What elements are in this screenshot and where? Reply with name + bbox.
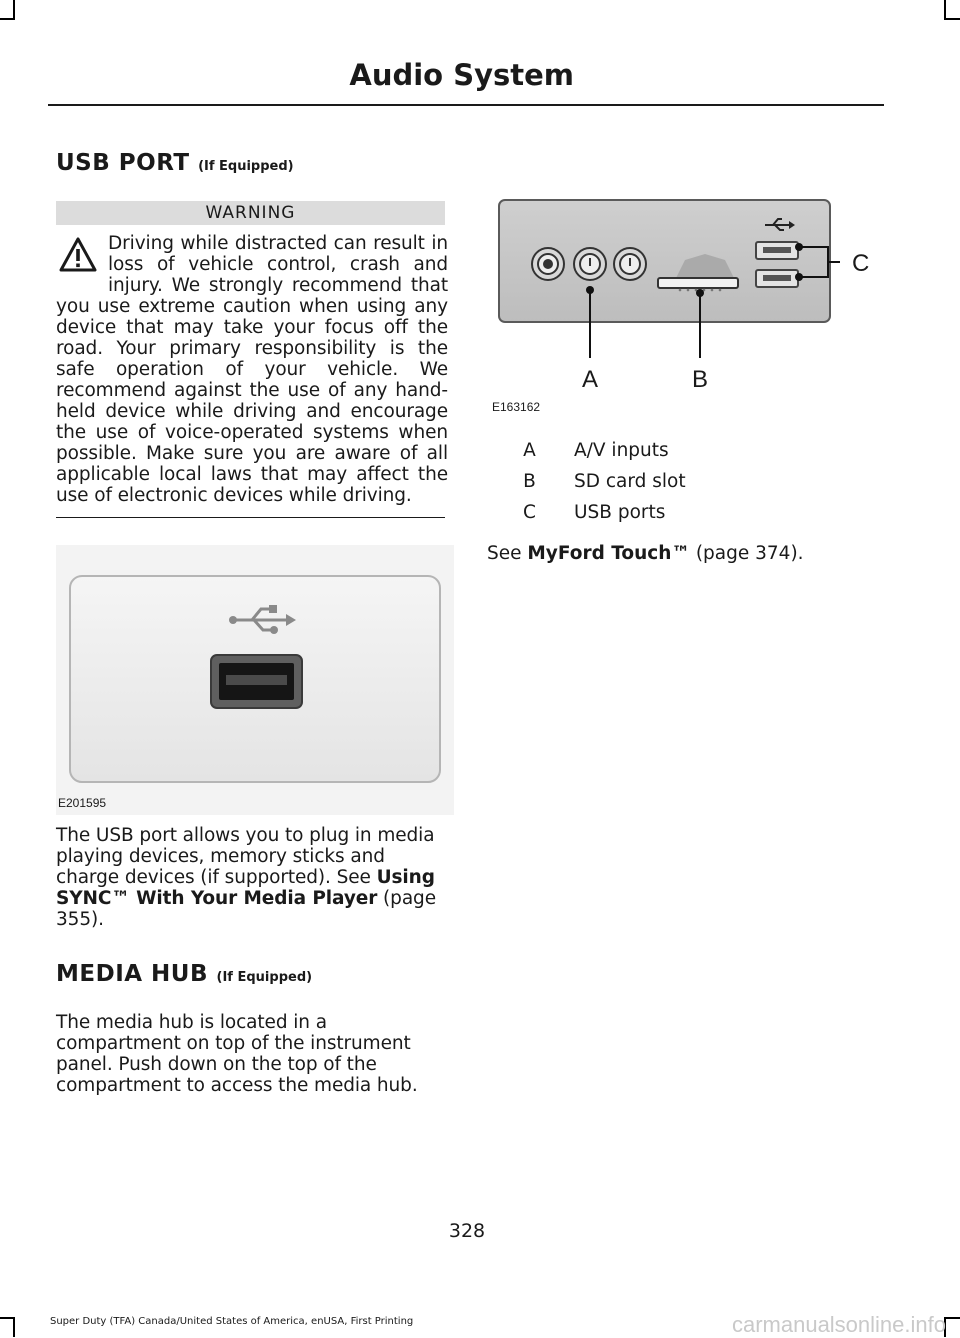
legend-key: A (523, 440, 536, 461)
legend-row (490, 440, 820, 464)
media-hub-heading-text: MEDIA HUB (56, 961, 209, 987)
av-jack (614, 248, 646, 280)
warning-label: WARNING (56, 201, 445, 225)
warning-rule (56, 517, 445, 518)
crop-mark (0, 18, 15, 20)
av-jack (532, 248, 564, 280)
usb-port-heading-text: USB PORT (56, 150, 190, 176)
header-rule (48, 104, 884, 106)
sync-media-player-link[interactable]: Using SYNC™ With Your Media Player (56, 867, 435, 909)
warning-text: Driving while distracted can result in loss of vehicle control, crash and injury. We strongly recommend that you use extreme caution when using any device that may take your focus off the road. Your primary responsibility is the safe operation of your vehicle. We recommend against the use of any hand-held device while driving and encourage the use of voice-operated systems when possible. Make sure you are aware of all applicable local laws that may affect the use of electronic devices while driving. (56, 233, 448, 506)
myford-touch-link[interactable]: MyFord Touch™ (527, 543, 690, 564)
see-also-page-ref: (page 374). (689, 543, 804, 564)
page-header-title: Audio System (349, 58, 574, 92)
usb-port-heading (56, 150, 294, 176)
crop-mark (944, 1317, 960, 1319)
see-also-prefix: See (487, 543, 528, 564)
usb-body-text: The USB port allows you to plug in media playing devices, memory sticks and charge devices (if supported). See (56, 825, 435, 888)
crop-mark (13, 0, 15, 20)
crop-mark (0, 1317, 15, 1319)
see-also (487, 543, 804, 564)
callout-b-label: B (692, 366, 709, 393)
legend-value: SD card slot (574, 471, 686, 492)
usb-figure-code: E201595 (58, 796, 107, 810)
crop-mark (13, 1317, 15, 1337)
usb-port-heading-note: (If Equipped) (198, 159, 294, 174)
legend-row (490, 471, 820, 495)
usb-port-body (56, 825, 448, 930)
page-number: 328 (448, 1220, 486, 1242)
crop-mark (944, 0, 946, 20)
warning-body (56, 233, 448, 506)
watermark: carmanualsonline.info (731, 1312, 946, 1337)
crop-mark (944, 18, 960, 20)
legend-key: B (523, 471, 536, 492)
legend-value: A/V inputs (574, 440, 669, 461)
callout-c-label: C (852, 250, 870, 277)
legend-value: USB ports (574, 502, 666, 523)
hub-figure-code: E163162 (492, 400, 541, 414)
usb-port-illustration (56, 545, 454, 815)
media-hub-heading-note: (If Equipped) (216, 970, 313, 985)
callout-a-label: A (582, 366, 599, 393)
av-jack (574, 248, 606, 280)
media-hub-illustration (490, 190, 890, 390)
legend-key: C (523, 502, 536, 523)
footer-text: Super Duty (TFA) Canada/United States of America, enUSA, First Printing (50, 1316, 414, 1327)
legend-row (490, 502, 820, 526)
media-hub-body: The media hub is located in a compartment on top of the instrument panel. Push down on the top of the compartment to access the media hub. (56, 1012, 418, 1096)
usb-body-page-ref: (page 355). (56, 888, 436, 930)
media-hub-heading (56, 961, 312, 987)
